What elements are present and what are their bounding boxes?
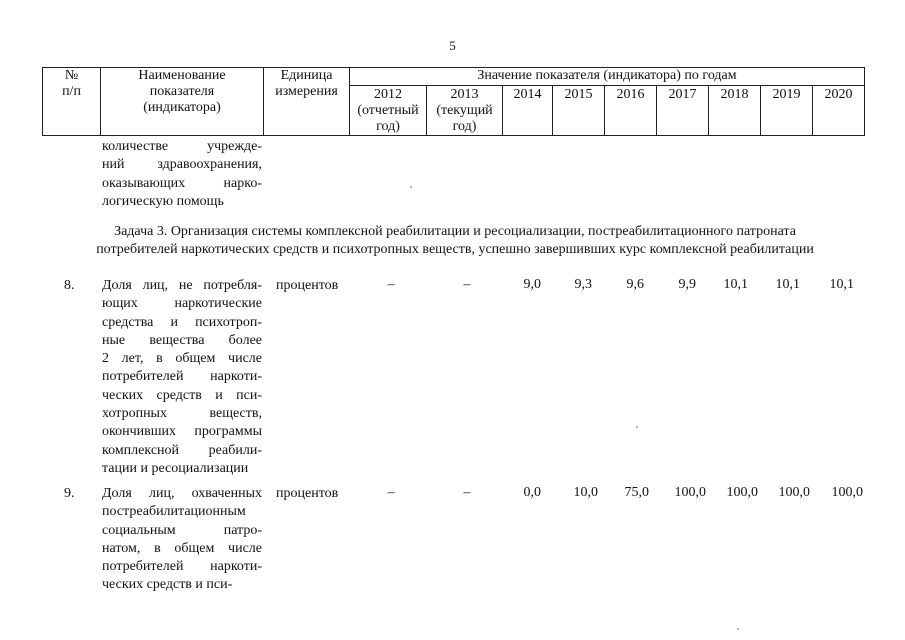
value-2016: 75,0 bbox=[624, 485, 649, 500]
value-2020: 100,0 bbox=[831, 485, 863, 500]
task-line: Задача 3. Организация системы комплексной реабилитации и ресоциализации, постреабилитационного патроната bbox=[114, 224, 796, 239]
continued-name-line: оказывающих нарко- bbox=[102, 175, 262, 191]
value-2017: 9,9 bbox=[678, 277, 696, 292]
header-year-2019: 2019 bbox=[761, 86, 813, 136]
value-2019: 10,1 bbox=[775, 277, 800, 292]
header-year-2015: 2015 bbox=[553, 86, 605, 136]
value-2014: 9,0 bbox=[523, 277, 541, 292]
task-3-heading bbox=[40, 223, 870, 259]
indicator-name-line: ющих наркотические bbox=[102, 296, 262, 312]
indicator-name-line: ческих средств и пси- bbox=[102, 387, 262, 403]
header-values-by-year: Значение показателя (индикатора) по годам bbox=[350, 68, 865, 86]
continued-indicator-name bbox=[102, 138, 262, 211]
unit-cell: процентов bbox=[276, 486, 339, 501]
page-number: 5 bbox=[449, 38, 456, 53]
header-year-2016: 2016 bbox=[605, 86, 657, 136]
indicator-name bbox=[102, 277, 262, 478]
continued-name-line: количестве учрежде- bbox=[102, 139, 262, 154]
value-2015: 9,3 bbox=[574, 277, 592, 292]
row-number: 8. bbox=[64, 278, 75, 293]
indicator-name-line: средства и психотроп- bbox=[102, 314, 262, 330]
value-2018: 10,1 bbox=[723, 277, 748, 292]
header-indicator-name: Наименование показателя (индикатора) bbox=[101, 68, 264, 136]
indicator-name-line: потребителей наркоти- bbox=[102, 559, 262, 575]
header-year-2013: 2013 (текущий год) bbox=[427, 86, 503, 136]
row-number: 9. bbox=[64, 486, 75, 501]
value-2012: – bbox=[387, 485, 395, 500]
unit-cell: процентов bbox=[276, 278, 339, 293]
header-year-2017: 2017 bbox=[657, 86, 709, 136]
continued-name-line: логическую помощь bbox=[102, 193, 224, 209]
indicator-name-line: хотропных веществ, bbox=[102, 406, 262, 422]
header-year-2018: 2018 bbox=[709, 86, 761, 136]
task-line: потребителей наркотических средств и психотропных веществ, успешно завершивших курс комплексной реабилитации bbox=[96, 242, 814, 257]
header-year-2014: 2014 bbox=[503, 86, 553, 136]
header-unit: Единица измерения bbox=[264, 68, 350, 136]
indicator-name-line: социальным патро- bbox=[102, 522, 262, 538]
indicator-name-line: окончивших программы bbox=[102, 424, 262, 440]
indicator-name-line: Доля лиц, охваченных bbox=[102, 486, 262, 501]
header-year-2012: 2012 (отчетный год) bbox=[350, 86, 427, 136]
value-2020: 10,1 bbox=[829, 277, 854, 292]
header-number: № п/п bbox=[43, 68, 101, 136]
value-2013: – bbox=[463, 277, 471, 292]
continued-name-line: ний здравоохранения, bbox=[102, 157, 262, 173]
indicator-name-line: тации и ресоциализации bbox=[102, 460, 249, 476]
value-2016: 9,6 bbox=[626, 277, 644, 292]
indicator-name-line: натом, в общем числе bbox=[102, 540, 262, 556]
indicator-name-line: потребителей наркоти- bbox=[102, 369, 262, 385]
indicator-name-line: постреабилитационным bbox=[102, 504, 246, 520]
header-year-2020: 2020 bbox=[813, 86, 865, 136]
indicator-name-line: комплексной реабили- bbox=[102, 442, 262, 458]
scan-speck bbox=[410, 186, 412, 188]
scan-speck bbox=[636, 426, 638, 428]
value-2019: 100,0 bbox=[778, 485, 810, 500]
indicator-name-line: Доля лиц, не потребля- bbox=[102, 278, 262, 293]
indicator-name-line: ческих средств и пси- bbox=[102, 577, 233, 593]
scan-speck bbox=[737, 628, 739, 630]
value-2014: 0,0 bbox=[523, 485, 541, 500]
value-2017: 100,0 bbox=[674, 485, 706, 500]
indicator-name bbox=[102, 485, 262, 595]
indicator-table-header bbox=[42, 67, 865, 136]
value-2018: 100,0 bbox=[726, 485, 758, 500]
indicator-name-line: ные вещества более bbox=[102, 332, 262, 348]
value-2013: – bbox=[463, 485, 471, 500]
value-2012: – bbox=[387, 277, 395, 292]
indicator-name-line: 2 лет, в общем числе bbox=[102, 351, 262, 367]
value-2015: 10,0 bbox=[573, 485, 598, 500]
